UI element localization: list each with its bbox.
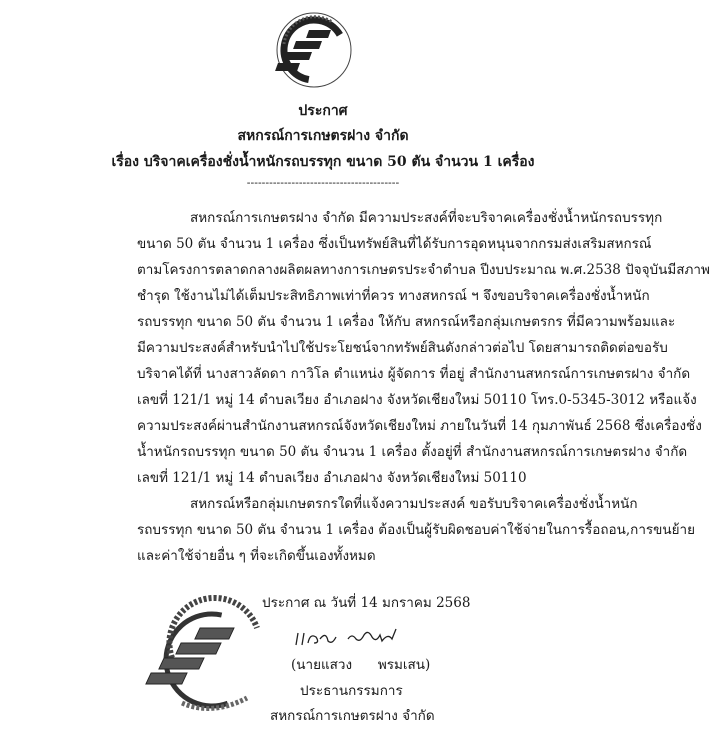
signer-position: ประธานกรรมการ [300, 683, 403, 699]
text-line: มีความประสงค์สำหรับนำไปใช้ประโยชน์จากทรัพย์สินดังกล่าวต่อไป โดยสามารถติดต่อขอรับ [137, 340, 668, 356]
text-line: ขนาด 50 ตัน จำนวน 1 เครื่อง ซึ่งเป็นทรัพย์สินที่ได้รับการอุดหนุนจากกรมส่งเสริมสหกรณ์ [137, 236, 652, 252]
text-line: รถบรรทุก ขนาด 50 ตัน จำนวน 1 เครื่อง ให้กับ สหกรณ์หรือกลุ่มเกษตรกร ที่มีความพร้อมและ [137, 314, 676, 330]
organization-name: สหกรณ์การเกษตรฝาง จำกัด [237, 128, 409, 144]
text-line: ชำรุด ใช้งานไม่ได้เต็มประสิทธิภาพเท่าที่ควร ทางสหกรณ์ ฯ จึงขอบริจาคเครื่องชั่งน้ำหนัก [137, 288, 650, 304]
text-line: รถบรรทุก ขนาด 50 ตัน จำนวน 1 เครื่อง ต้องเป็นผู้รับผิดชอบค่าใช้จ่ายในการรื้อถอน,การขนย้าย [137, 522, 696, 538]
text-line: ความประสงค์ผ่านสำนักงานสหกรณ์จังหวัดเชียงใหม่ ภายในวันที่ 14 กุมภาพันธ์ 2568 ซึ่งเครื่องชั่ง [137, 418, 702, 434]
text-line: เลขที่ 121/1 หมู่ 14 ตำบลเวียง อำเภอฝาง จังหวัดเชียงใหม่ 50110 โทร.0-5345-3012 หรือแจ้ง [137, 392, 697, 408]
signer-name: (นายแสวง พรมเสน) [291, 657, 431, 673]
text-line: และค่าใช้จ่ายอื่น ๆ ที่จะเกิดขึ้นเองทั้งหมด [137, 548, 376, 564]
announcement-title: ประกาศ [298, 103, 348, 119]
text-line: สหกรณ์การเกษตรฝาง จำกัด มีความประสงค์ที่จะบริจาคเครื่องชั่งน้ำหนักรถบรรทุก [190, 210, 663, 226]
signer-organization: สหกรณ์การเกษตรฝาง จำกัด [270, 708, 435, 724]
announcement-subject: เรื่อง บริจาคเครื่องชั่งน้ำหนักรถบรรทุก ขนาด 50 ตัน จำนวน 1 เครื่อง [111, 154, 535, 170]
announcement-date: ประกาศ ณ วันที่ 14 มกราคม 2568 [262, 595, 471, 611]
text-line: ตามโครงการตลาดกลางผลิตผลทางการเกษตรประจำตำบล ปีงบประมาณ พ.ศ.2538 ปัจจุบันมีสภาพ [137, 262, 710, 278]
text-line: น้ำหนักรถบรรทุก ขนาด 50 ตัน จำนวน 1 เครื่อง ตั้งอยู่ที่ สำนักงานสหกรณ์การเกษตรฝาง จำกัด [137, 444, 688, 460]
divider: ----------------------------------------- [246, 176, 400, 189]
text-line: เลขที่ 121/1 หมู่ 14 ตำบลเวียง อำเภอฝาง จังหวัดเชียงใหม่ 50110 [137, 470, 527, 486]
cooperative-logo [272, 8, 356, 90]
handwritten-signature [292, 625, 412, 649]
cooperative-stamp [152, 598, 278, 718]
text-line: สหกรณ์หรือกลุ่มเกษตรกรใดที่แจ้งความประสงค์ ขอรับบริจาคเครื่องชั่งน้ำหนัก [190, 496, 638, 512]
text-line: บริจาคได้ที่ นางสาวลัดดา กาวิโล ตำแหน่ง ผู้จัดการ ที่อยู่ สำนักงานสหกรณ์การเกษตรฝาง จำกัด [137, 366, 691, 382]
